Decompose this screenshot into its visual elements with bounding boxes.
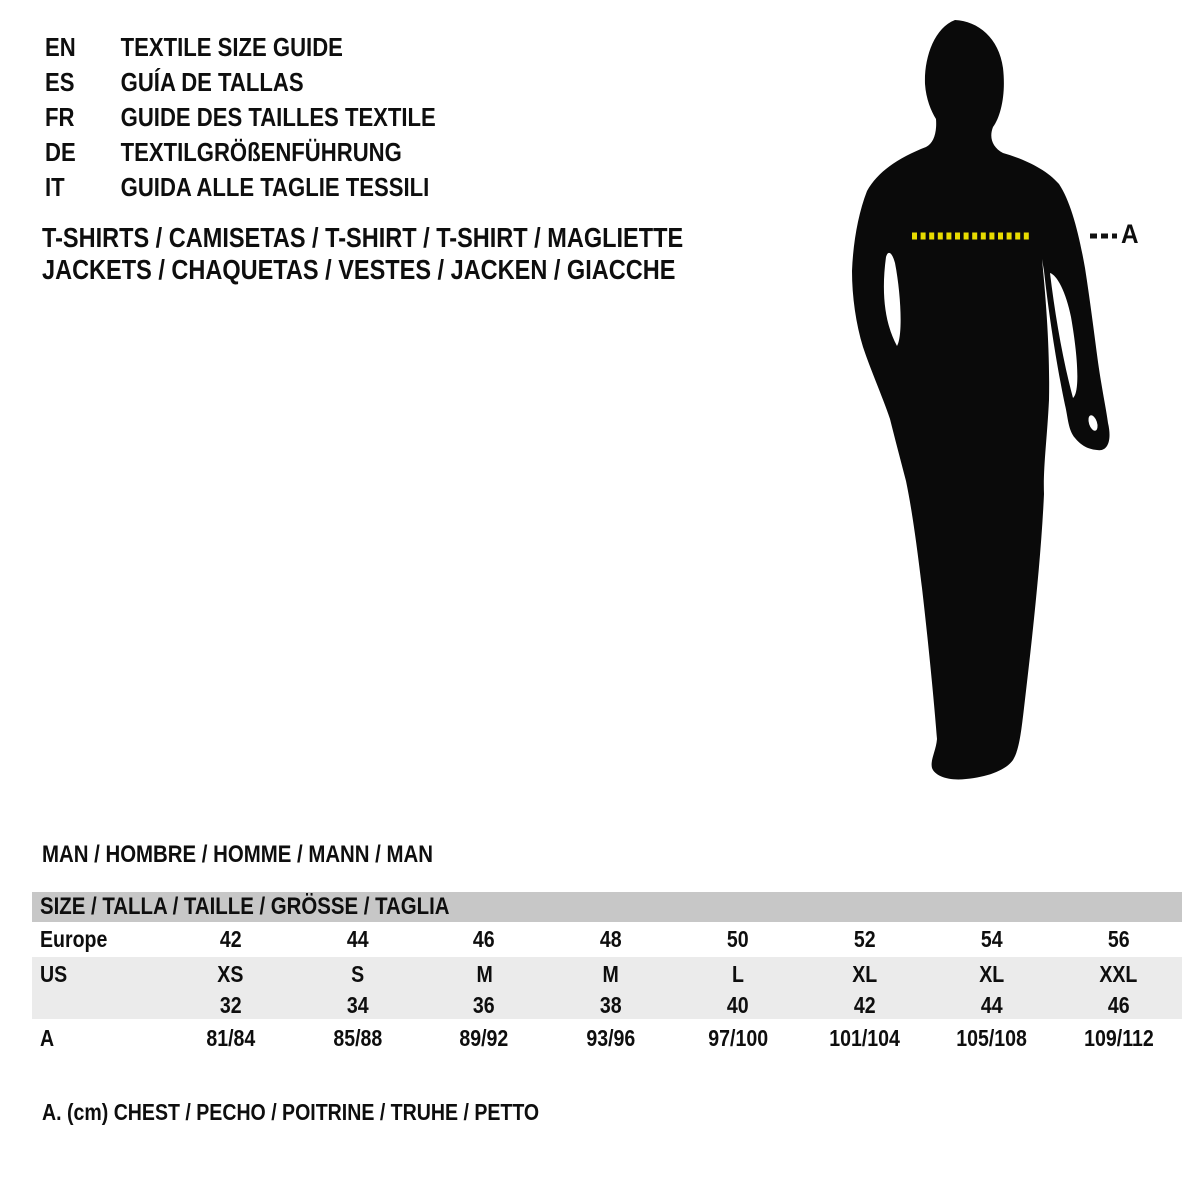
size-value [1055,957,1182,991]
size-value [548,957,675,991]
size-value-text: 46 [473,926,496,952]
row-label [32,922,167,957]
size-value [167,991,294,1019]
category-line-jackets: JACKETS / CHAQUETAS / VESTES / JACKEN / GIACCHE [42,254,676,285]
size-value-text: XS [217,960,244,987]
size-value-text: 109/112 [1083,1024,1154,1051]
size-value [294,922,421,957]
table-row-numeric [32,991,1182,1019]
size-value [167,957,294,991]
size-value [1055,1019,1182,1057]
size-value-text: 44 [980,991,1003,1018]
size-value-text: 48 [600,926,622,952]
size-value-text: 46 [1107,991,1130,1018]
size-value [675,922,802,957]
size-value-text: L [731,960,744,987]
size-value [801,991,928,1019]
size-value [167,922,294,957]
row-label [32,1019,167,1057]
table-row-chest-a [32,1019,1182,1057]
size-value-text: S [350,960,364,987]
row-label [32,957,167,991]
size-value-text: 42 [853,991,876,1018]
size-value-text: M [476,960,493,987]
language-code: ES [45,67,75,97]
measure-label-a: A [1121,219,1139,249]
language-code: IT [45,172,65,202]
size-value [421,957,548,991]
size-value [675,1019,802,1057]
size-value-text: 32 [219,991,242,1018]
size-value-text: 89/92 [459,1024,509,1051]
section-title-text: MAN / HOMBRE / HOMME / MANN / MAN [42,841,433,868]
row-label-text: US [40,960,68,987]
language-title: TEXTILE SIZE GUIDE [120,32,343,62]
size-value [548,991,675,1019]
size-value [928,1019,1055,1057]
size-value-text: 50 [727,926,749,952]
language-title: GUIDE DES TAILLES TEXTILE [120,102,436,132]
size-table-header [32,892,1182,922]
size-value-text: 52 [853,926,876,952]
size-value-text: 54 [980,926,1003,952]
size-value [801,922,928,957]
size-value [421,991,548,1019]
size-value-text: XXL [1099,960,1138,987]
size-value [294,991,421,1019]
size-value-text: 38 [600,991,622,1018]
size-value-text: M [602,960,620,987]
size-value-text: 105/108 [956,1024,1028,1051]
size-value-text: 81/84 [205,1024,255,1051]
size-value [1055,991,1182,1019]
table-row-europe [32,922,1182,957]
section-title-man [42,843,502,867]
size-value-text: 56 [1107,926,1130,952]
size-value-text: 97/100 [708,1024,768,1051]
size-value [421,922,548,957]
size-value-text: 101/104 [829,1024,901,1051]
language-title: GUIDA ALLE TAGLIE TESSILI [120,172,430,202]
size-value [421,1019,548,1057]
size-table [32,892,1182,1057]
footnote-text: A. (cm) CHEST / PECHO / POITRINE / TRUHE / PETTO [42,1098,540,1125]
size-value [294,1019,421,1057]
size-value [675,991,802,1019]
size-value [294,957,421,991]
size-value [548,1019,675,1057]
category-line-tshirts: T-SHIRTS / CAMISETAS / T-SHIRT / T-SHIRT / MAGLIETTE [42,222,684,253]
language-code: FR [45,102,75,132]
size-value-text: 36 [473,991,496,1018]
language-code: EN [45,32,76,62]
size-value-text: 93/96 [586,1024,636,1051]
table-row-us [32,957,1182,991]
size-value-text: XL [979,960,1005,987]
size-value-text: XL [852,960,878,987]
language-title: TEXTILGRÖßENFÜHRUNG [120,137,402,167]
row-label-text: Europe [40,926,108,952]
size-value-text: 85/88 [332,1024,382,1051]
size-value-text: 42 [219,926,242,952]
size-value [1055,922,1182,957]
footnote-chest-measure [42,1100,627,1124]
row-label-text: A [40,1024,55,1051]
size-table-header-text: SIZE / TALLA / TAILLE / GRÖSSE / TAGLIA [40,893,450,920]
man-silhouette [852,20,1110,779]
size-value [801,1019,928,1057]
size-value [928,991,1055,1019]
size-value [167,1019,294,1057]
row-label [32,991,167,1019]
size-value [801,957,928,991]
size-value-text: 34 [346,991,369,1018]
size-value [675,957,802,991]
size-value [928,922,1055,957]
size-value-text: 40 [727,991,749,1018]
language-title: GUÍA DE TALLAS [120,67,304,97]
size-value [548,922,675,957]
size-value-text: 44 [346,926,369,952]
size-value [928,957,1055,991]
language-code: DE [45,137,76,167]
